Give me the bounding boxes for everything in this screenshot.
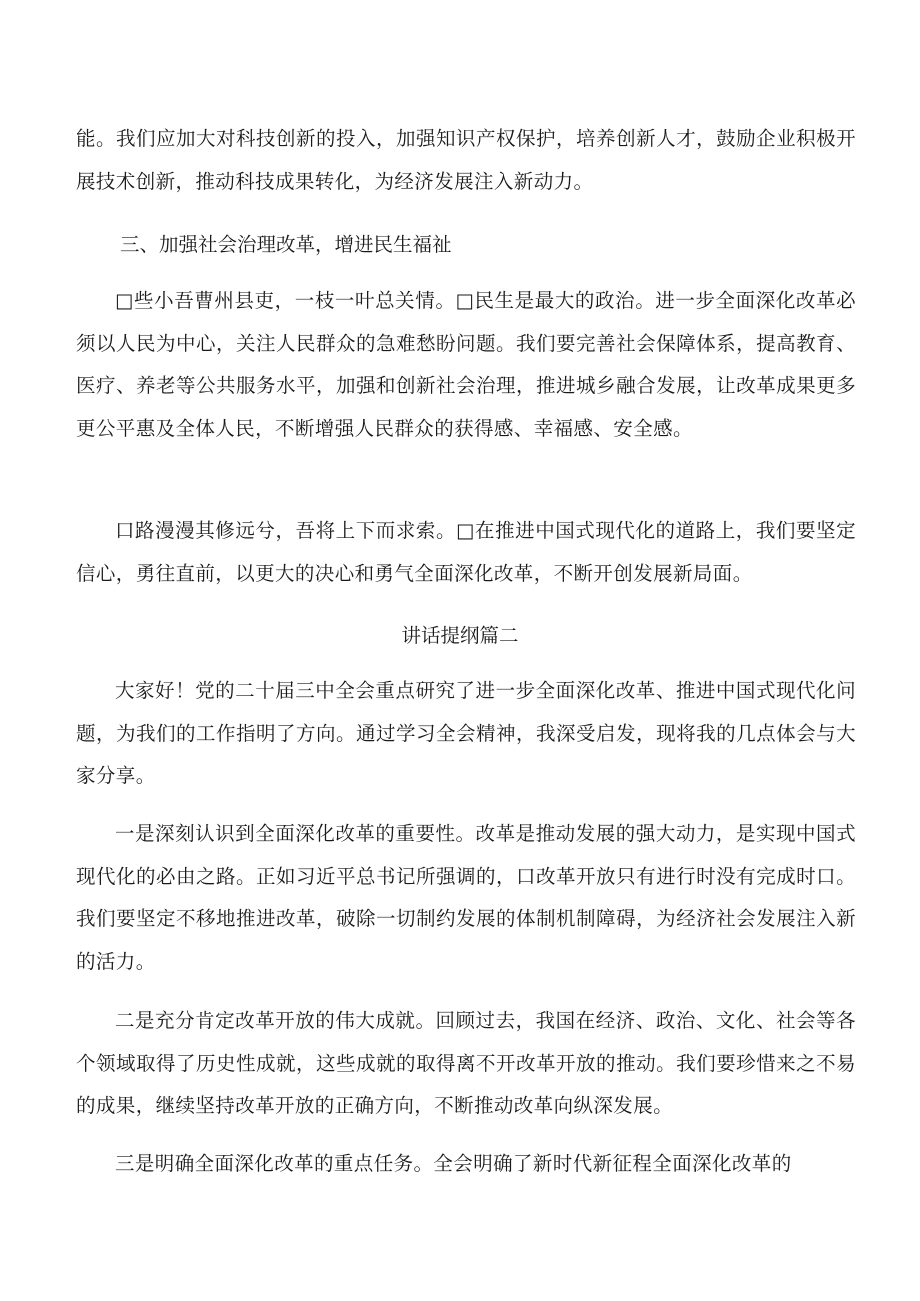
paragraph-greeting: 大家好！党的二十届三中全会重点研究了进一步全面深化改革、推进中国式现代化问题，为我们的工作指明了方向。通过学习全会精神，我深受启发，现将我的几点体会与大家分享。 xyxy=(76,679,856,787)
paragraph-closing: 口路漫漫其修远兮，吾将上下而求索。□在推进中国式现代化的道路上，我们要坚定信心，勇往直前，以更大的决心和勇气全面深化改革，不断开创发展新局面。 xyxy=(76,519,856,585)
paragraph-point-three: 三是明确全面深化改革的重点任务。全会明确了新时代新征程全面深化改革的 xyxy=(115,1152,792,1175)
paragraph-section-three-body: □些小吾曹州县吏，一枝一叶总关情。□民生是最大的政治。进一步全面深化改革必须以人民为中心，关注人民群众的急难愁盼问题。我们要完善社会保障体系，提高教育、医疗、养老等公共服务水平，加强和创新社会治理，推进城乡融合发展，让改革成果更多更公平惠及全体人民，不断增强人民群众的获得感、幸福感、安全感。 xyxy=(76,289,856,440)
section-heading-three: 三、加强社会治理改革，增进民生福祉 xyxy=(120,233,452,256)
paragraph-point-two: 二是充分肯定改革开放的伟大成就。回顾过去，我国在经济、政治、文化、社会等各个领域取得了历史性成就，这些成就的取得离不开改革开放的推动。我们要珍惜来之不易的成果，继续坚持改革开放的正确方向，不断推动改革向纵深发展。 xyxy=(76,1009,856,1117)
part-two-title: 讲话提纲篇二 xyxy=(401,624,519,647)
paragraph-continuation: 能。我们应加大对科技创新的投入，加强知识产权保护，培养创新人才，鼓励企业积极开展技术创新，推动科技成果转化，为经济发展注入新动力。 xyxy=(76,127,856,193)
paragraph-point-one: 一是深刻认识到全面深化改革的重要性。改革是推动发展的强大动力，是实现中国式现代化的必由之路。正如习近平总书记所强调的，口改革开放只有进行时没有完成时口。我们要坚定不移地推进改革，破除一切制约发展的体制机制障碍，为经济社会发展注入新的活力。 xyxy=(76,822,856,973)
